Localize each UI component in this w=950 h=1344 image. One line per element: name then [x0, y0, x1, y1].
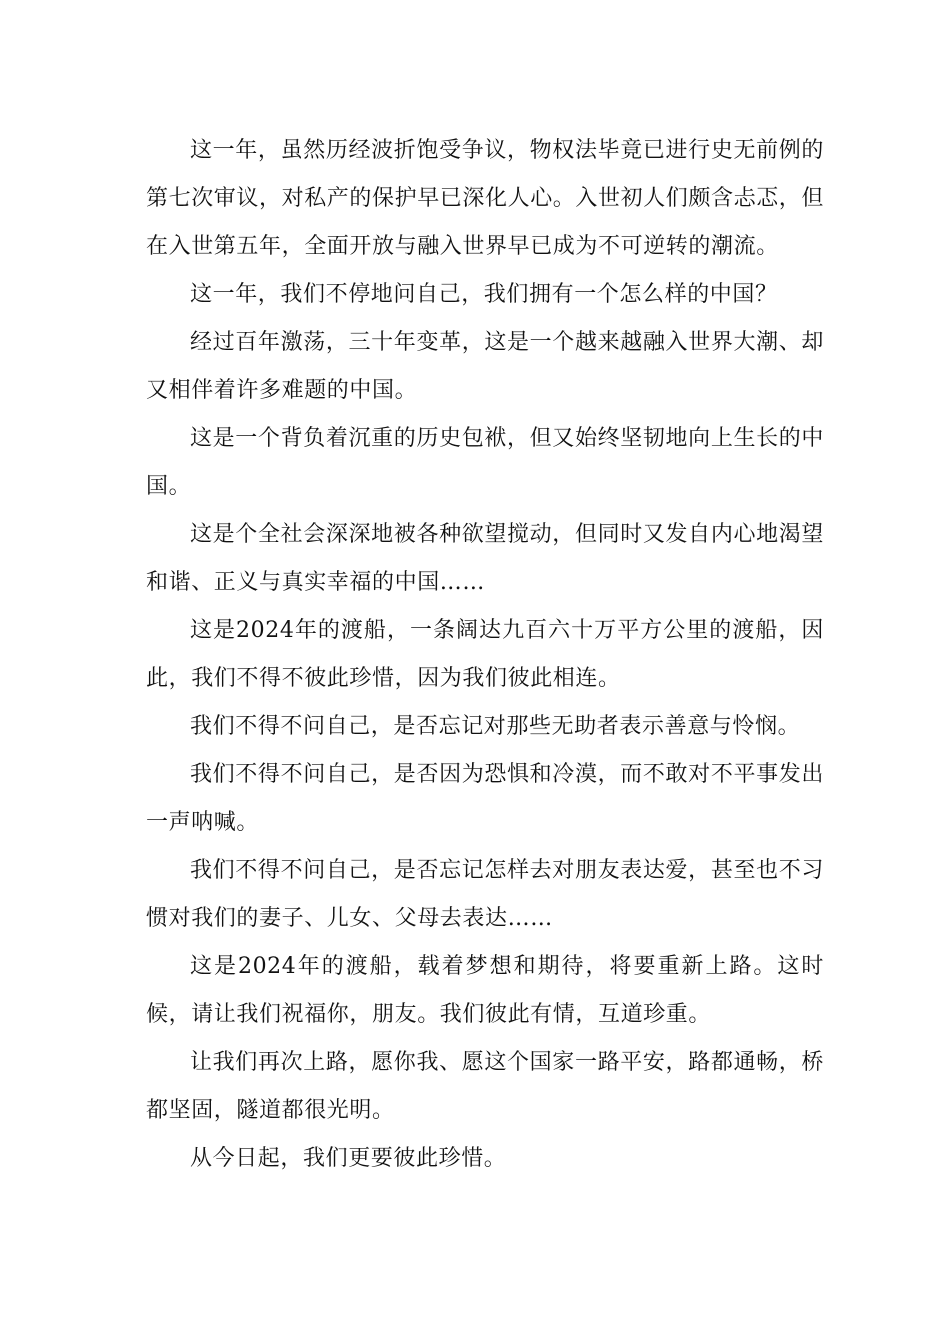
paragraph: 这是2024年的渡船，载着梦想和期待，将要重新上路。这时候，请让我们祝福你，朋友。我们彼此有情，互道珍重。	[146, 954, 824, 1027]
paragraph: 我们不得不问自己，是否忘记怎样去对朋友表达爱，甚至也不习惯对我们的妻子、儿女、父母去表达……	[146, 858, 824, 931]
paragraph: 这一年，虽然历经波折饱受争议，物权法毕竟已进行史无前例的第七次审议，对私产的保护早已深化人心。入世初人们颇含忐忑，但在入世第五年，全面开放与融入世界早已成为不可逆转的潮流。	[146, 138, 825, 259]
paragraph: 从今日起，我们更要彼此珍惜。	[190, 1146, 507, 1171]
paragraph: 这是一个背负着沉重的历史包袱，但又始终坚韧地向上生长的中国。	[146, 426, 824, 499]
paragraph: 这是个全社会深深地被各种欲望搅动，但同时又发自内心地渴望和谐、正义与真实幸福的中国……	[146, 522, 824, 595]
document-body	[146, 127, 824, 1183]
paragraph: 经过百年激荡，三十年变革，这是一个越来越融入世界大潮、却又相伴着许多难题的中国。	[146, 330, 824, 403]
paragraph: 让我们再次上路，愿你我、愿这个国家一路平安，路都通畅，桥都坚固，隧道都很光明。	[146, 1050, 824, 1123]
paragraph: 我们不得不问自己，是否忘记对那些无助者表示善意与怜悯。	[190, 714, 801, 739]
paragraph: 这一年，我们不停地问自己，我们拥有一个怎么样的中国？	[190, 282, 778, 307]
paragraph: 这是2024年的渡船，一条阔达九百六十万平方公里的渡船，因此，我们不得不彼此珍惜，因为我们彼此相连。	[146, 618, 824, 691]
paragraph: 我们不得不问自己，是否因为恐惧和冷漠，而不敢对不平事发出一声呐喊。	[146, 762, 824, 835]
